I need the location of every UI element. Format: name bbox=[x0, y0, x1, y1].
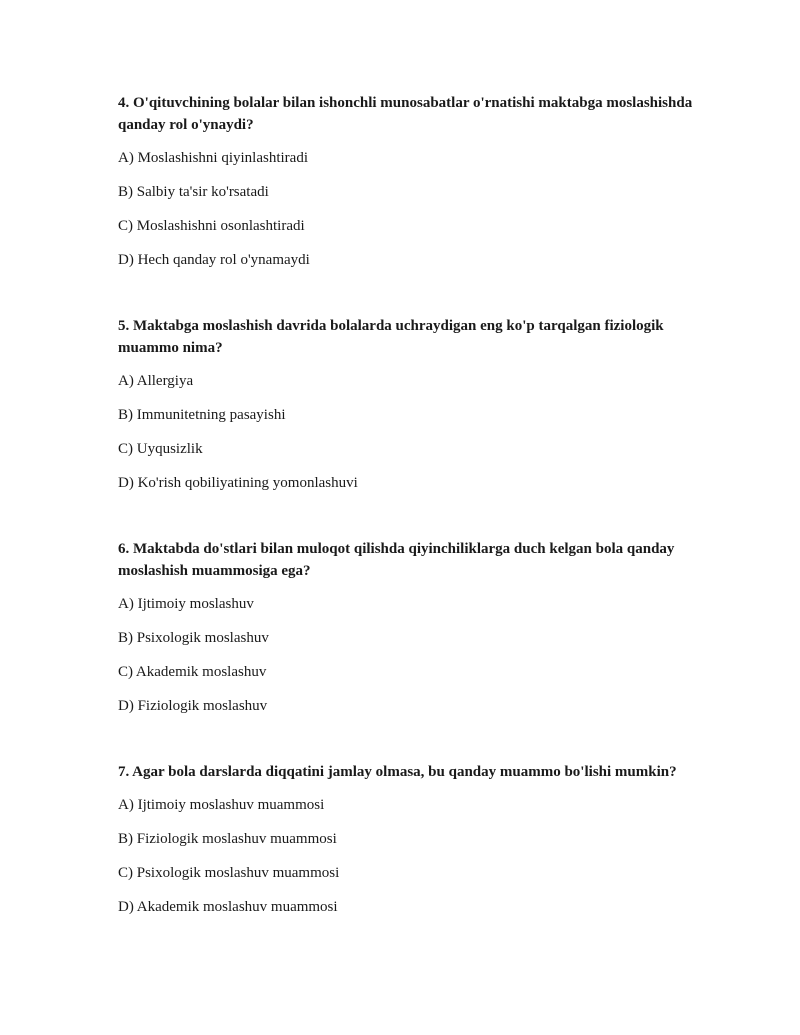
option-c: C) Uyqusizlik bbox=[118, 441, 203, 457]
option-c: C) Akademik moslashuv bbox=[118, 664, 267, 680]
question-text: 7. Agar bola darslarda diqqatini jamlay olmasa, bu qanday muammo bo'lishi mumkin? bbox=[118, 764, 677, 780]
option-d: D) Fiziologik moslashuv bbox=[118, 698, 268, 714]
option-b: B) Fiziologik moslashuv muammosi bbox=[118, 831, 337, 847]
question-text: 4. O'qituvchining bolalar bilan ishonchli munosabatlar o'rnatishi maktabga moslashishda qanday rol o'ynaydi? bbox=[118, 95, 693, 133]
answer-options bbox=[118, 147, 718, 271]
question-6 bbox=[118, 538, 718, 717]
option-a: A) Ijtimoiy moslashuv muammosi bbox=[118, 797, 325, 813]
option-b: B) Salbiy ta'sir ko'rsatadi bbox=[118, 184, 269, 200]
option-a: A) Allergiya bbox=[118, 373, 194, 389]
document-page bbox=[118, 92, 718, 918]
answer-options bbox=[118, 593, 718, 717]
question-text: 5. Maktabga moslashish davrida bolalarda uchraydigan eng ko'p tarqalgan fiziologik muammo nima? bbox=[118, 318, 664, 356]
option-c: C) Moslashishni osonlashtiradi bbox=[118, 218, 305, 234]
option-d: D) Hech qanday rol o'ynamaydi bbox=[118, 252, 310, 268]
question-text: 6. Maktabda do'stlari bilan muloqot qilishda qiyinchiliklarga duch kelgan bola qanday moslashish muammosiga ega? bbox=[118, 541, 675, 579]
question-4 bbox=[118, 92, 718, 271]
option-b: B) Immunitetning pasayishi bbox=[118, 407, 286, 423]
option-b: B) Psixologik moslashuv bbox=[118, 630, 269, 646]
question-5 bbox=[118, 315, 718, 494]
option-a: A) Ijtimoiy moslashuv bbox=[118, 596, 254, 612]
option-d: D) Akademik moslashuv muammosi bbox=[118, 899, 338, 915]
option-a: A) Moslashishni qiyinlashtiradi bbox=[118, 150, 308, 166]
answer-options bbox=[118, 794, 718, 918]
option-c: C) Psixologik moslashuv muammosi bbox=[118, 865, 340, 881]
answer-options bbox=[118, 370, 718, 494]
option-d: D) Ko'rish qobiliyatining yomonlashuvi bbox=[118, 475, 358, 491]
question-7 bbox=[118, 761, 718, 918]
